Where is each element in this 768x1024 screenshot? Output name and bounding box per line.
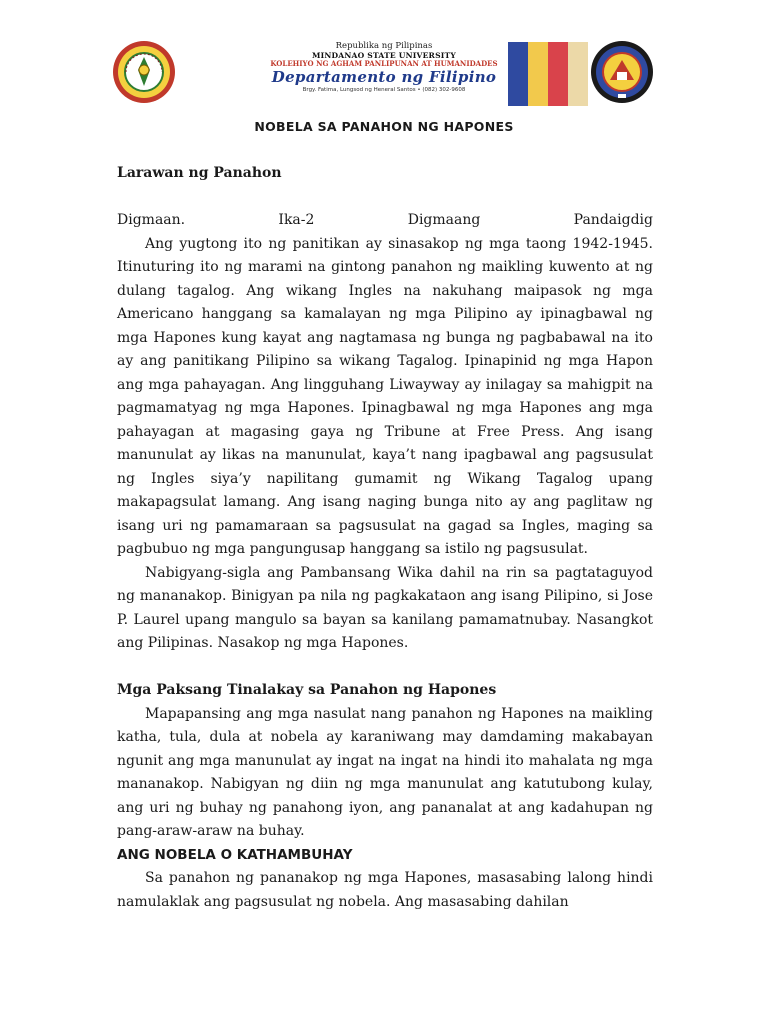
paragraph: Mapapansing ang mga nasulat nang panahon ng Hapones na maikling katha, tula, dula at nobela ay karaniwang may damdaming makabayan ngunit ang mga manunulat ay ingat na ingat na hindi ito mahalata ng mga mananakop. Nabigyan ng diin ng mga manunulat ang katutubong kulay, ang uri ng buhay ng panahong iyon, ang pananalat at ang kadahupan ng pang-araw-araw na buhay.	[117, 705, 653, 839]
stripe-red	[548, 42, 568, 106]
letterhead-text	[262, 42, 506, 94]
paragraph: Nabigyang-sigla ang Pambansang Wika dahil na rin sa pagtataguyod ng mananakop. Binigyan pa nila ng pagkakataon ang isang Pilipino, si Jose P. Laurel upang mangulo sa bayan sa kanilang pamamatnubay. Nasangkot ang Pilipinas. Nasakop ng mga Hapones.	[117, 564, 653, 651]
section-heading-paksa: Mga Paksang Tinalakay sa Panahon ng Hapones	[117, 682, 497, 698]
intro-line	[117, 209, 653, 233]
document-title: NOBELA SA PANAHON NG HAPONES	[254, 119, 514, 134]
color-stripes	[508, 42, 588, 106]
intro-word: Ika-2	[278, 212, 315, 228]
university-name: MINDANAO STATE UNIVERSITY	[312, 50, 456, 60]
section-heading-nobela: ANG NOBELA O KATHAMBUHAY	[117, 846, 353, 863]
republic-label: Republika ng Pilipinas	[335, 41, 433, 51]
intro-word: Digmaan.	[117, 212, 186, 228]
stripe-yellow	[528, 42, 548, 106]
college-name: KOLEHIYO NG AGHAM PANLIPUNAN AT HUMANIDADES	[270, 59, 498, 69]
stripe-cream	[568, 42, 588, 106]
document-body	[117, 162, 653, 914]
letterhead	[0, 0, 768, 110]
paragraph: Ang yugtong ito ng panitikan ay sinasakop ng mga taong 1942-1945. Itinuturing ito ng marami na gintong panahon ng maikling kuwento at ng dulang tagalog. Ang wikang Ingles na nakuhang maipasok ng mga Americano hanggang sa kamalayan ng mga Pilipino ay ipinagbawal ng mga Hapones kung kayat ang nagtamasa ng bunga ng pagbabawal na ito ay ang panitikang Pilipino sa wikang Tagalog. Ipinapinid ng mga Hapon ang mga pahayagan. Ang lingguhang Liwayway ay inilagay sa mahigpit na pagmamatyag ng mga Hapones. Ipinagbawal ng mga Hapones ang mga pahayagan at magasing gaya ng Tribune at Free Press. Ang isang manunulat ay likas na manunulat, kaya’t nang ipagbawal ang pagsusulat ng Ingles siya’y napilitang gumamit ng Wikang Tagalog upang makapagsulat lamang. Ang isang naging bunga nito ay ang paglitaw ng isang uri ng pamamaraan sa pagsusulat na gagad sa Ingles, maging sa pagbubuo ng mga pangungusap hanggang sa istilo ng pagsusulat.	[117, 235, 653, 557]
intro-word: Pandaigdig	[573, 212, 653, 228]
msu-seal-icon	[112, 40, 176, 104]
stripe-blue	[508, 42, 528, 106]
department-seal-icon	[590, 40, 654, 104]
intro-word: Digmaang	[407, 212, 481, 228]
section-heading-larawan: Larawan ng Panahon	[117, 165, 282, 181]
paragraph: Sa panahon ng pananakop ng mga Hapones, masasabing lalong hindi namulaklak ang pagsusulat ng nobela. Ang masasabing dahilan	[117, 870, 653, 910]
department-address: Brgy. Fatima, Lungsod ng Heneral Santos • (082) 302-9608	[302, 87, 466, 94]
department-name: Departamento ng Filipino	[271, 68, 497, 87]
